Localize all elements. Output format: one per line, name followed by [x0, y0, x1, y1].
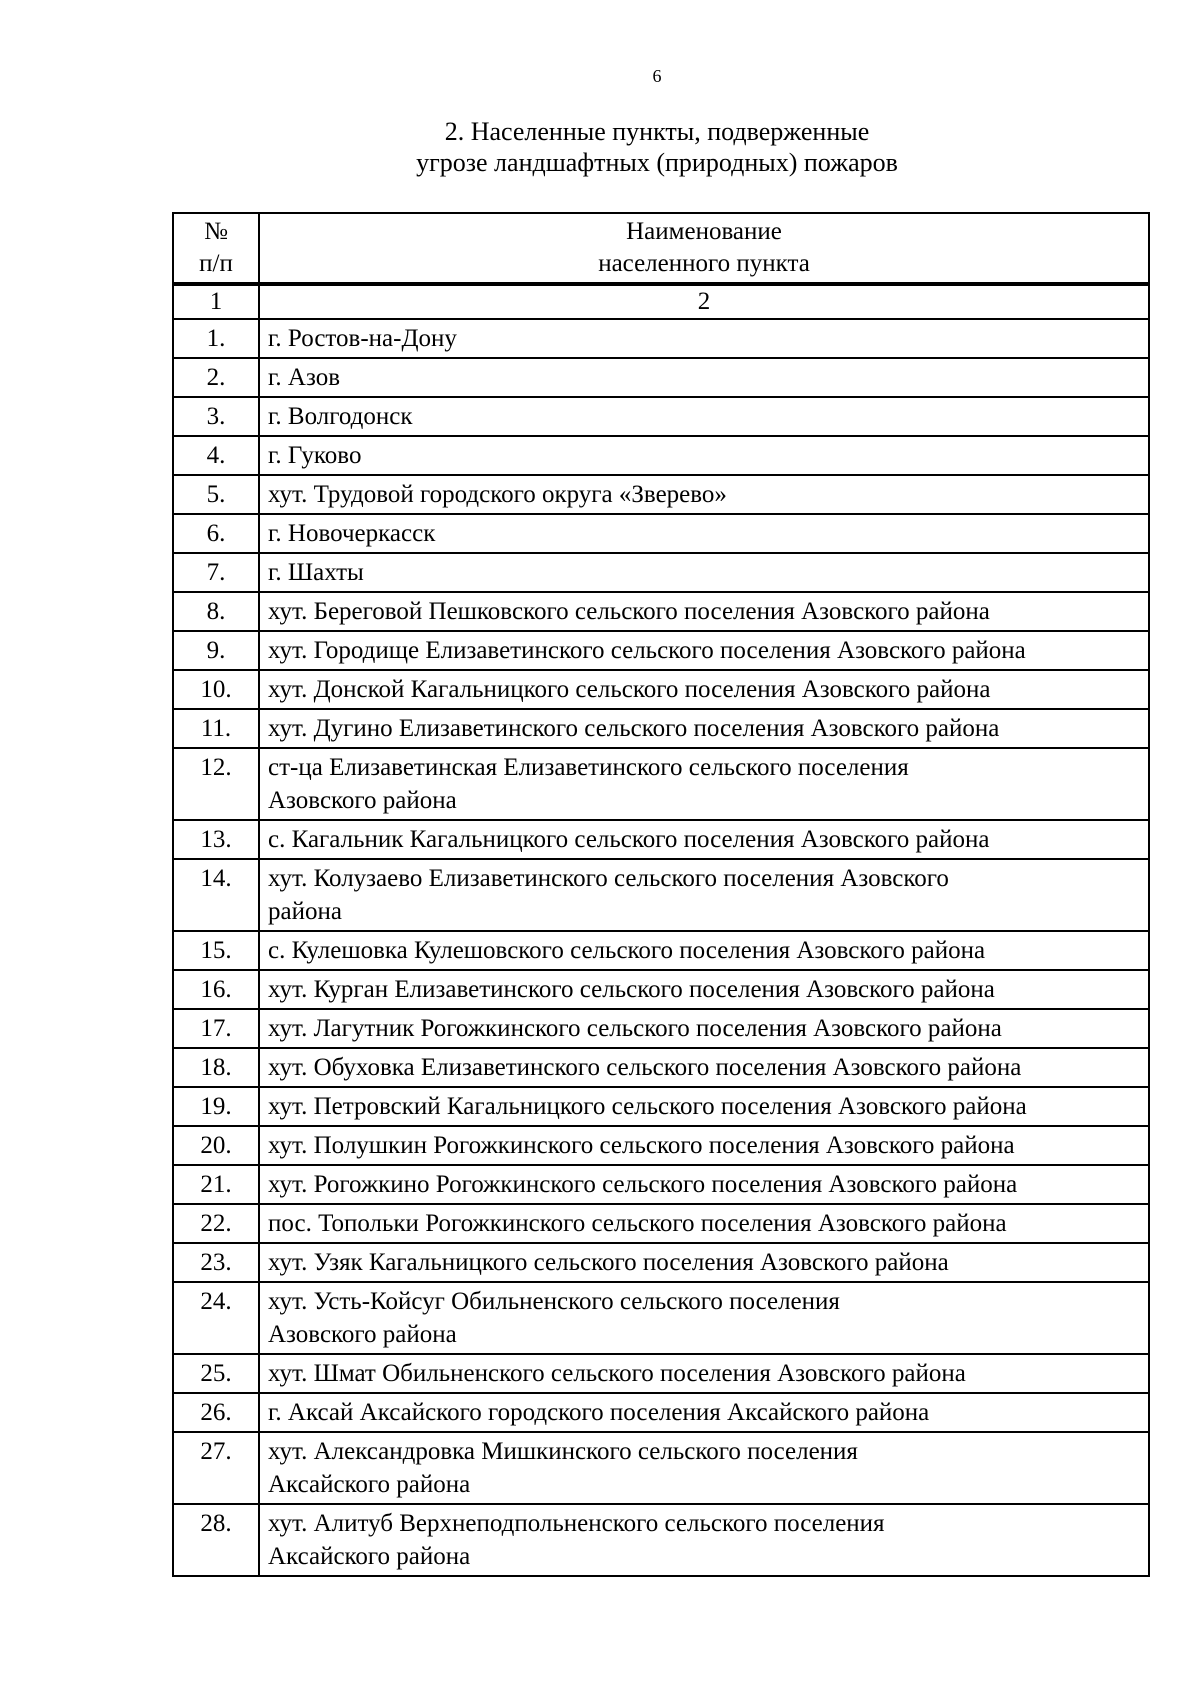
- settlement-name-cell: [259, 553, 1149, 592]
- settlement-name-cell: [259, 1432, 1149, 1504]
- settlement-name-line: хут. Полушкин Рогожкинского сельского поселения Азовского района: [268, 1132, 1015, 1159]
- settlement-name-cell: [259, 820, 1149, 859]
- settlement-name-cell: [259, 748, 1149, 820]
- table-row: [173, 1087, 1149, 1126]
- table-row: [173, 397, 1149, 436]
- settlement-name-cell: [259, 631, 1149, 670]
- settlement-name-line: ст-ца Елизаветинская Елизаветинского сельского поселения: [268, 754, 909, 781]
- row-number: 8.: [173, 592, 259, 631]
- row-number: 1.: [173, 319, 259, 358]
- settlement-name-line: г. Гуково: [268, 442, 362, 469]
- settlement-name-line: хут. Курган Елизаветинского сельского поселения Азовского района: [268, 976, 995, 1003]
- table-row: [173, 970, 1149, 1009]
- settlement-name-cell: [259, 1165, 1149, 1204]
- row-number: 11.: [173, 709, 259, 748]
- settlement-name-cell: [259, 475, 1149, 514]
- settlement-name-line: хут. Узяк Кагальницкого сельского поселения Азовского района: [268, 1249, 949, 1276]
- row-number: 2.: [173, 358, 259, 397]
- settlement-name-line: г. Азов: [268, 364, 341, 391]
- settlement-name-line: пос. Топольки Рогожкинского сельского поселения Азовского района: [268, 1210, 1007, 1237]
- table-row: [173, 514, 1149, 553]
- table-row: [173, 592, 1149, 631]
- table-row: [173, 820, 1149, 859]
- table-row: [173, 1354, 1149, 1393]
- settlement-name-line: г. Шахты: [268, 559, 364, 586]
- settlement-name-cell: [259, 1504, 1149, 1576]
- header-name-cell: [259, 213, 1149, 284]
- table-row: [173, 670, 1149, 709]
- table-row: [173, 1282, 1149, 1354]
- table-row: [173, 859, 1149, 931]
- settlement-name-cell: [259, 931, 1149, 970]
- table-row: [173, 319, 1149, 358]
- settlement-name-line: хут. Рогожкино Рогожкинского сельского поселения Азовского района: [268, 1171, 1018, 1198]
- table-row: [173, 358, 1149, 397]
- row-number: 28.: [173, 1504, 259, 1576]
- table-row: [173, 1009, 1149, 1048]
- column-number-1: 1: [173, 284, 259, 319]
- table-row: [173, 1393, 1149, 1432]
- column-number-row: [173, 284, 1149, 319]
- row-number: 3.: [173, 397, 259, 436]
- settlement-name-line: хут. Лагутник Рогожкинского сельского поселения Азовского района: [268, 1015, 1002, 1042]
- row-number: 14.: [173, 859, 259, 931]
- row-number: 20.: [173, 1126, 259, 1165]
- settlement-name-line: г. Волгодонск: [268, 403, 413, 430]
- settlement-name-line: хут. Петровский Кагальницкого сельского поселения Азовского района: [268, 1093, 1027, 1120]
- table-row: [173, 1048, 1149, 1087]
- row-number: 15.: [173, 931, 259, 970]
- row-number: 12.: [173, 748, 259, 820]
- header-number-line-1: №: [204, 218, 228, 245]
- table-row: [173, 1126, 1149, 1165]
- settlement-name-cell: [259, 1354, 1149, 1393]
- settlement-name-cell: [259, 1126, 1149, 1165]
- settlement-name-cell: [259, 592, 1149, 631]
- settlement-name-line: хут. Дугино Елизаветинского сельского поселения Азовского района: [268, 715, 1000, 742]
- table-row: [173, 1204, 1149, 1243]
- row-number: 4.: [173, 436, 259, 475]
- table-body: [173, 319, 1149, 1576]
- header-name-line-1: Наименование: [626, 218, 782, 245]
- row-number: 18.: [173, 1048, 259, 1087]
- settlements-table: [172, 212, 1150, 1577]
- row-number: 10.: [173, 670, 259, 709]
- row-number: 13.: [173, 820, 259, 859]
- settlement-name-line: Аксайского района: [268, 1543, 471, 1570]
- settlement-name-line: Азовского района: [268, 1321, 457, 1348]
- settlement-name-line: г. Новочеркасск: [268, 520, 436, 547]
- settlement-name-line: с. Кагальник Кагальницкого сельского поселения Азовского района: [268, 826, 990, 853]
- settlement-name-line: хут. Донской Кагальницкого сельского поселения Азовского района: [268, 676, 991, 703]
- settlement-name-line: района: [268, 898, 342, 925]
- settlement-name-cell: [259, 1048, 1149, 1087]
- page-number: 6: [652, 66, 662, 86]
- settlement-name-line: хут. Усть-Койсуг Обильненского сельского поселения: [268, 1288, 840, 1315]
- settlement-name-cell: [259, 970, 1149, 1009]
- settlement-name-line: хут. Обуховка Елизаветинского сельского поселения Азовского района: [268, 1054, 1022, 1081]
- row-number: 7.: [173, 553, 259, 592]
- table-row: [173, 1165, 1149, 1204]
- table-row: [173, 1432, 1149, 1504]
- row-number: 24.: [173, 1282, 259, 1354]
- settlement-name-cell: [259, 1393, 1149, 1432]
- settlement-name-cell: [259, 1243, 1149, 1282]
- settlement-name-cell: [259, 1282, 1149, 1354]
- row-number: 26.: [173, 1393, 259, 1432]
- section-heading: [0, 116, 1200, 178]
- table-header-row: [173, 213, 1149, 284]
- settlement-name-cell: [259, 1204, 1149, 1243]
- column-number-2: 2: [259, 284, 1149, 319]
- settlement-name-line: хут. Колузаево Елизаветинского сельского поселения Азовского: [268, 865, 949, 892]
- header-number-line-2: п/п: [199, 250, 233, 277]
- settlement-name-line: хут. Трудовой городского округа «Зверево»: [268, 481, 727, 508]
- settlement-name-line: хут. Береговой Пешковского сельского поселения Азовского района: [268, 598, 990, 625]
- settlement-name-line: хут. Городище Елизаветинского сельского поселения Азовского района: [268, 637, 1026, 664]
- row-number: 22.: [173, 1204, 259, 1243]
- header-number-cell: [173, 213, 259, 284]
- settlement-name-line: хут. Алитуб Верхнеподпольненского сельского поселения: [268, 1510, 885, 1537]
- settlement-name-cell: [259, 514, 1149, 553]
- settlement-name-line: Азовского района: [268, 787, 457, 814]
- table-row: [173, 931, 1149, 970]
- row-number: 21.: [173, 1165, 259, 1204]
- table-row: [173, 748, 1149, 820]
- settlement-name-line: Аксайского района: [268, 1471, 471, 1498]
- section-heading-line-1: 2. Населенные пункты, подверженные: [444, 117, 870, 146]
- table-row: [173, 553, 1149, 592]
- settlement-name-cell: [259, 358, 1149, 397]
- settlement-name-cell: [259, 397, 1149, 436]
- settlement-name-line: г. Ростов-на-Дону: [268, 325, 457, 352]
- header-name-line-2: населенного пункта: [598, 250, 810, 277]
- table-row: [173, 709, 1149, 748]
- table-row: [173, 436, 1149, 475]
- settlement-name-cell: [259, 1087, 1149, 1126]
- settlement-name-line: г. Аксай Аксайского городского поселения Аксайского района: [268, 1399, 930, 1426]
- settlement-name-cell: [259, 1009, 1149, 1048]
- settlement-name-line: хут. Шмат Обильненского сельского поселения Азовского района: [268, 1360, 966, 1387]
- settlement-name-line: с. Кулешовка Кулешовского сельского поселения Азовского района: [268, 937, 986, 964]
- section-heading-line-2: угрозе ландшафтных (природных) пожаров: [416, 148, 898, 177]
- table-row: [173, 1243, 1149, 1282]
- settlement-name-cell: [259, 859, 1149, 931]
- row-number: 27.: [173, 1432, 259, 1504]
- table-row: [173, 1504, 1149, 1576]
- settlement-name-cell: [259, 319, 1149, 358]
- table-row: [173, 631, 1149, 670]
- row-number: 9.: [173, 631, 259, 670]
- row-number: 25.: [173, 1354, 259, 1393]
- row-number: 5.: [173, 475, 259, 514]
- settlement-name-cell: [259, 709, 1149, 748]
- settlement-name-cell: [259, 436, 1149, 475]
- settlement-name-cell: [259, 670, 1149, 709]
- row-number: 16.: [173, 970, 259, 1009]
- settlement-name-line: хут. Александровка Мишкинского сельского поселения: [268, 1438, 858, 1465]
- table-row: [173, 475, 1149, 514]
- row-number: 23.: [173, 1243, 259, 1282]
- row-number: 17.: [173, 1009, 259, 1048]
- row-number: 6.: [173, 514, 259, 553]
- row-number: 19.: [173, 1087, 259, 1126]
